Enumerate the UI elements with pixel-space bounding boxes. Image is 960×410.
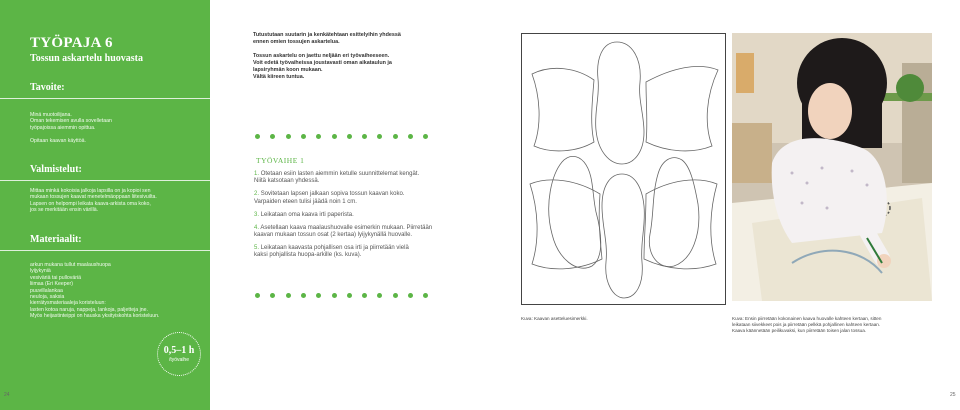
divider <box>0 180 210 181</box>
photo-image <box>732 33 932 301</box>
page-number-right: 25 <box>950 392 956 398</box>
dot-icon <box>347 293 352 298</box>
photo-caption: Kuva: Ensin piirretään kokonainen kaava huovalle kahteen kertaan, sitten leikataan siivekkeet pois ja piirretään pelkkä pohjallinen kahteen kertaan. Kaava käännetään peilikuvaksi, kun piirretään toisen jalan tossua. <box>732 316 882 333</box>
dot-icon <box>423 293 428 298</box>
workshop-subtitle: Tossun askartelu huovasta <box>30 53 144 64</box>
dot-icon <box>286 134 291 139</box>
list-item: 5. Leikataan kaavasta pohjallisen osa irti ja piirretään vielä kaksi pohjallista huopa-arkille (ks. kuva). <box>254 244 409 259</box>
dot-icon <box>270 293 275 298</box>
dot-icon <box>377 293 382 298</box>
dot-icon <box>332 293 337 298</box>
dot-icon <box>408 134 413 139</box>
step-heading: TYÖVAIHE 1 <box>256 156 305 165</box>
dot-divider <box>255 134 435 140</box>
goals-heading: Tavoite: <box>30 82 65 93</box>
dot-icon <box>347 134 352 139</box>
dot-icon <box>255 134 260 139</box>
dot-icon <box>301 134 306 139</box>
preparations-text: Mittaa minkä kokoisia jalkoja lapsilla on ja kopioi sen mukaan tossujen kaavat menetelmäoppaan liitesivuilta. Lapsen on helpompi leikata kaava-arkista oma koko, jos se merkitään ensin värillä. <box>30 188 157 214</box>
workshop-title: TYÖPAJA 6 <box>30 35 113 51</box>
dot-icon <box>362 293 367 298</box>
dot-icon <box>362 134 367 139</box>
child-drawing-photo <box>732 33 932 301</box>
page-number-left: 24 <box>4 392 10 398</box>
dot-icon <box>255 293 260 298</box>
materials-heading: Materiaalit: <box>30 234 82 245</box>
step-list <box>254 171 454 265</box>
list-item: 4. Asetellaan kaava maalaushuovalle esimerkin mukaan. Piirretään kaavan mukaan tossun osat (2 kertaa) lyijykynällä huovalle. <box>254 224 433 238</box>
list-item: 1. Otetaan esiin lasten aiemmin ketulle suunnittelemat kengät. Niitä katsotaan yhdessä. <box>254 171 420 185</box>
preparations-heading: Valmistelut: <box>30 164 82 175</box>
list-item: 3. Leikataan oma kaava irti paperista. <box>254 211 354 218</box>
badge-time: 0,5–1 h <box>163 345 195 356</box>
divider <box>0 250 210 251</box>
slipper-pattern-illustration <box>521 33 726 305</box>
divider <box>0 98 210 99</box>
time-badge <box>157 332 201 376</box>
dot-icon <box>286 293 291 298</box>
dot-icon <box>408 293 413 298</box>
slipper-pattern-icon <box>522 34 725 304</box>
dot-icon <box>393 293 398 298</box>
list-item: 2. Sovitetaan lapsen jalkaan sopiva tossun kaavan koko. Varpaiden eteen tulisi jäädä noin 1 cm. <box>254 191 405 205</box>
dot-icon <box>316 293 321 298</box>
left-page-panel <box>0 0 210 410</box>
pattern-caption: Kuva: Kaavan asetteluesimerkki. <box>521 316 588 321</box>
dot-icon <box>270 134 275 139</box>
goals-text: Minä muotoilijana. Oman tekemisen avulla sovelletaan työpajoissa aiemmin opittua. Opitaan kaavan käyttöä. <box>30 112 112 144</box>
badge-label: /työvaihe <box>168 357 189 363</box>
materials-list: arkun mukana tullut maalaushuopa lyijykyniä vesiväriä tai pulloväriä liimaa (Eri Keeper) puuvillalankaa neuloja, saksia kierrätysmateriaaleja koristeluun: lasten kotoa naruja, nappeja, lankoja, paljetteja jne. Myös heijastinteippi on hauska yksityiskohta koristeluun. <box>30 262 160 320</box>
dot-icon <box>332 134 337 139</box>
dot-icon <box>423 134 428 139</box>
dot-icon <box>393 134 398 139</box>
intro-text: Tutustutaan suutarin ja kenkätehtaan esittelyihin yhdessä ennen omien tossujen askartelua. Tossun askartelu on jaettu neljään eri työvaiheeseen. Voit edetä työvaiheissa joustavasti oman aikataulun ja lapsiryhmän koon mukaan. Vältä kiireen tuntua. <box>253 32 401 80</box>
dot-divider <box>255 293 435 299</box>
dot-icon <box>301 293 306 298</box>
dot-icon <box>316 134 321 139</box>
dot-icon <box>377 134 382 139</box>
